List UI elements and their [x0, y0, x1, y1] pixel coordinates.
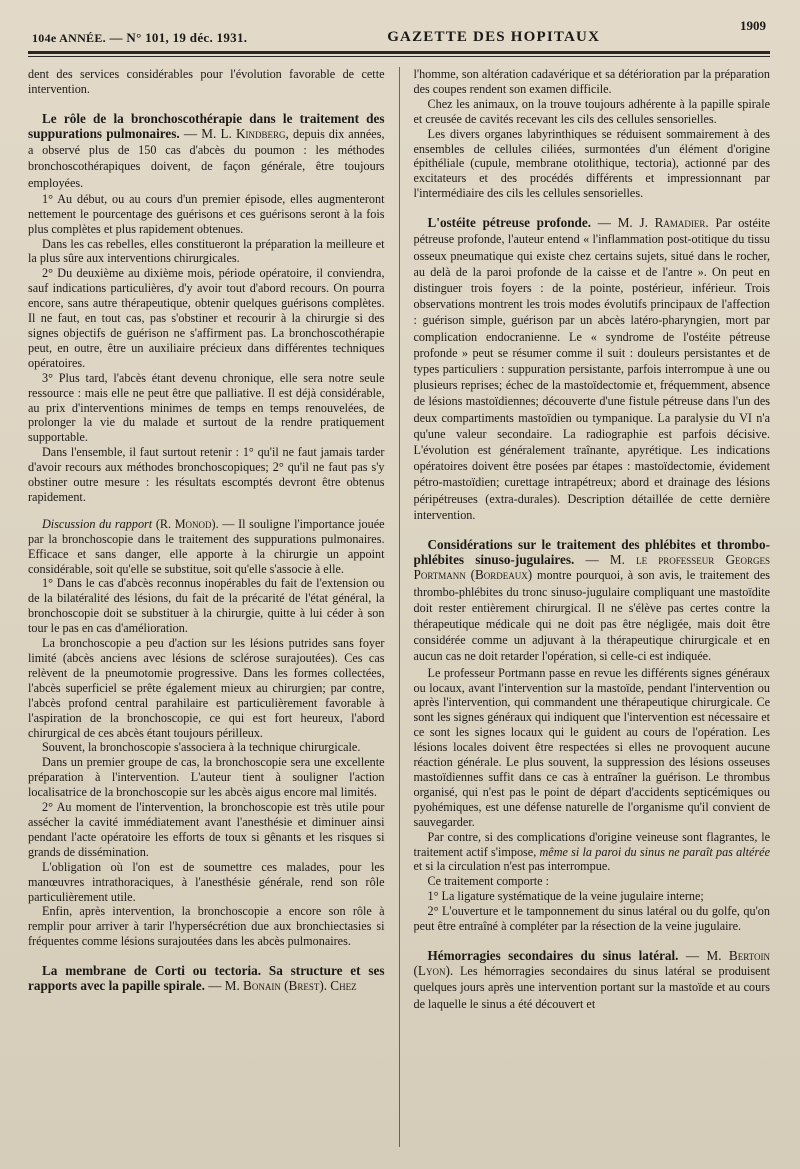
- paragraph: 2° L'ouverture et le tamponnement du sinus latéral ou du golfe, qu'on peut être entraîné à compléter par la résection de la veine jugulaire.: [413, 904, 770, 934]
- article-lead: Les hémorragies secondaires du sinus latéral se produisent quelques jours après une intervention portant sur la mastoïde et au cours de laquelle le sinus a été découvert et: [413, 964, 770, 1011]
- paragraph: 1° La ligature systématique de la veine jugulaire interne;: [427, 889, 704, 904]
- article-author: — M. Bonain (Brest). Chez: [208, 978, 357, 994]
- article-title: Le rôle de la bronchoscothérapie dans le traitement des suppurations pulmonaires.: [28, 110, 385, 142]
- header-issue-number: — N° 101, 19 déc. 1931.: [109, 30, 248, 45]
- left-column: [28, 67, 385, 1147]
- article-heading-osteite: [414, 215, 771, 523]
- article-author: — M. Bertoin (Lyon).: [413, 947, 770, 979]
- paragraph: Les divers organes labyrinthiques se réduisent sommairement à des ensembles de cellules ciliées, surmontées d'un élément d'origine épithéliale (cupule, membrane otolithique, tectoria), actionné par des excitateurs et des procédés différents et impressionnant par l'intermédiaire des cils les cellules sensorielles.: [413, 126, 770, 201]
- column-divider: [399, 67, 400, 1147]
- discussion-paragraph: [28, 517, 385, 577]
- paragraph: Dans les cas rebelles, elles constitueront la préparation la meilleure et la plus sûre aux interventions chirurgicales.: [28, 236, 385, 266]
- paragraph: L'obligation où l'on est de soumettre ces malades, pour les manœuvres intrathoraciques, à l'anesthésie générale, rend son rôle particulièrement utile.: [28, 859, 385, 904]
- discussion-label: Discussion du rapport: [42, 516, 153, 531]
- article-author: — M. J. Ramadier.: [597, 215, 709, 231]
- article-heading-bronchoscotherapie: [28, 111, 385, 191]
- article-author: — M. le professeur Georges Portmann (Bordeaux): [413, 552, 770, 583]
- discussion-body: — Il souligne l'importance jouée par la bronchoscopie dans le traitement des suppurations pulmonaires. Efficace et sans danger, elle apporte à la chirurgie un appoint considérable, soit qu'elle se substitue, soit qu'elle s'associe à elle.: [28, 516, 385, 576]
- article-title: La membrane de Corti ou tectoria. Sa structure et ses rapports avec la papille spirale.: [28, 963, 385, 994]
- paragraph: La bronchoscopie a peu d'action sur les lésions putrides sans foyer limité (abcès anciens avec lésions de sclérose surajoutées). Ces cas relèvent de la pneumotomie progressive. Dans les formes collectées, l'abcès superficiel se prête également mieux au chirurgien; par contre, l'abcès profond central parahilaire est particulièrement favorable à l'aspiration de la bronchoscopie, ce qui est fort heureux, l'abord chirurgical de ces abcès étant toujours périlleux.: [28, 636, 385, 740]
- paragraph: Le professeur Portmann passe en revue les différents signes généraux ou locaux, avant l'intervention sur la mastoïde, pendant l'intervention ou après l'intervention, qui commandent une thérapeutique chirurgicale. Ce sont les signes généraux qui indiquent que l'intervention est nécessaire et ce sont les signes locaux qui le guident au cours de l'opération. Les lésions locales doivent être respectées si elles ne provoquent aucune réaction générale. Le plus souvent, la suppression des lésions osseuses mastoïdiennes suffit dans ce cas à entraîner la guérison. Le thrombus organisé, qui n'est pas le point de départ d'accidents septicémiques ou pyohémiques, est une défense naturelle de l'organisme qu'il convient de sauvegarder.: [413, 665, 770, 829]
- paragraph: Dans l'ensemble, il faut surtout retenir : 1° qu'il ne faut jamais tarder d'avoir recours aux méthodes bronchoscopiques; 2° qu'il ne faut pas s'y obstiner outre mesure : les résultats escomptés devront être obtenus rapidement.: [28, 445, 385, 504]
- paragraph: 3° Plus tard, l'abcès étant devenu chronique, elle sera notre seule ressource : mais elle ne peut être que palliative. Il est déjà considérable, au prix d'interventions minimes de temps en temps renouvelées, de prolonger la vie du malade et surtout de la rendre pratiquement supportable.: [28, 370, 385, 445]
- paragraph: Enfin, après intervention, la bronchoscopie a encore son rôle à remplir pour arriver à tarir l'hypersécrétion due aux bronchiectasies si fréquentes comme lésions surajoutées dans les abcès pulmonaires.: [28, 904, 385, 949]
- paragraph: 2° Du deuxième au dixième mois, période opératoire, il conviendra, sauf indications particulières, d'y avoir tout d'abord recours. On pourra encore, sans autre thérapeutique, obtenir quelques guérisons complètes. Il ne faut, en tout cas, pas s'obstiner et recourir à la chirurgie si des signes objectifs de guérison ne s'affirment pas. La bronchoscothérapie peut, en outre, être un auxiliaire précieux dans différentes techniques opératoires.: [28, 266, 385, 370]
- paragraph: Chez les animaux, on la trouve toujours adhérente à la papille spirale et creusée de cavités recevant les cils des cellules sensorielles.: [413, 96, 770, 126]
- article-author: — M. L. Kindberg,: [183, 126, 289, 142]
- article-title: Considérations sur le traitement des phlébites et thrombo-phlébites sinuso-jugulaires.: [413, 537, 770, 568]
- page-header: [28, 12, 770, 46]
- page-number: 1909: [740, 18, 766, 33]
- discussion-author: (R. Monod).: [155, 516, 219, 531]
- article-lead: Par ostéite pétreuse profonde, l'auteur entend « l'inflammation post-otitique du tissu osseux pneumatique qui existe chez certains sujets, situé dans le rocher, au delà de la paroi profonde de la caisse et de l'antre ». On peut en distinguer trois foyers : de la pointe, postérieur, inférieur. Trois observations montrent les trois modes évolutifs principaux de l'affection : guérison simple, guérison par un abcès latéro-pharyngien, mort par complication endocranienne. Le « syndrome de l'ostéite pétreuse profonde » peut se résumer comme il suit : douleurs persistantes et de types particuliers : suppuration persistante, parfois interrompue à une ou plusieurs reprises; échec de la mastoïdectomie et, fréquemment, absence de lésions mastoïdiennes; découverte d'une fistule pétreuse dans l'un des deux compartiments mastoïdien ou tympanique. La paralysie du VI n'a qu'une valeur secondaire. La radiographie est parfois décisive. L'évolution est généralement traînante, apyrétique. Les indications opératoires doivent être posées par étapes : mastoïdectomie, évidement pétro-mastoïdien; curettage intrapétreux; abord et drainage des lésions péripétreuses (extra-durales). Description détaillée de cette dernière intervention.: [413, 216, 770, 522]
- paragraph: 2° Au moment de l'intervention, la bronchoscopie est très utile pour assécher la cavité immédiatement avant l'anesthésie et diminuer ainsi pendant l'acte opératoire les efforts de toux si gênants et les risques si grands de dissémination.: [28, 800, 385, 859]
- article-lead: depuis dix années, a observé plus de 150 cas d'abcès du poumon : les méthodes bronchoscothérapiques doivent, de façon générale, être toujours employées.: [28, 127, 385, 190]
- article-title: L'ostéite pétreuse profonde.: [427, 215, 592, 231]
- paragraph: dent des services considérables pour l'évolution favorable de cette intervention.: [28, 67, 385, 96]
- paragraph: Ce traitement comporte :: [427, 874, 549, 889]
- article-heading-phlebites: [414, 537, 771, 665]
- columns: [28, 67, 770, 1147]
- paragraph-text: et si la circulation n'est pas interrompue.: [413, 859, 611, 874]
- right-column: [414, 67, 771, 1147]
- paragraph: Dans un premier groupe de cas, la bronchoscopie sera une excellente préparation à l'intervention. L'auteur tient à souligner l'action localisatrice de la bronchoscopie sur les abcès aigus encore mal limités.: [28, 755, 385, 800]
- header-issue: [32, 30, 247, 46]
- paragraph: 1° Au début, ou au cours d'un premier épisode, elles augmenteront nettement le pourcentage des guérisons et ces guérisons seront à la fois plus complètes et plus rapidement obtenues.: [28, 191, 385, 236]
- article-lead: montre pourquoi, à son avis, le traitement des thrombo-phlébites du tronc sinuso-jugulaire compliquant une mastoïdite doit rester entièrement chirurgical. Il ne s'élève pas certes contre la thérapeutique médicale qui ne doit pas être négligée, mais doit être considérée comme un adjuvant à la thérapeutique chirurgicale et en aucun cas ne doit retarder l'opération, si celle-ci est indiquée.: [413, 568, 770, 664]
- article-heading-hemorragies: [414, 948, 771, 1012]
- journal-title: GAZETTE DES HOPITAUX: [387, 29, 601, 45]
- header-year: 104e ANNÉE.: [32, 31, 106, 45]
- header-rule-thin: [28, 56, 770, 57]
- paragraph: Souvent, la bronchoscopie s'associera à la technique chirurgicale.: [42, 740, 361, 755]
- paragraph-text: Par contre, si des complications d'origine veineuse sont flagrantes, le traitement actif s'impose,: [413, 829, 770, 859]
- paragraph: 1° Dans le cas d'abcès reconnus inopérables du fait de l'extension ou de la bilatéralité des lésions, du fait de la précarité de l'état général, la bronchoscopie doit se substituer à la chirurgie, quitte à lui céder à son tour le pas en cas d'amélioration.: [28, 576, 385, 636]
- paragraph-emphasis: même si la paroi du sinus ne paraît pas altérée: [539, 844, 770, 859]
- article-title: Hémorragies secondaires du sinus latéral.: [427, 947, 679, 963]
- header-rule-thick: [28, 51, 770, 54]
- article-heading-membrane-corti: [28, 963, 385, 993]
- paragraph: [414, 830, 771, 875]
- paragraph: l'homme, son altération cadavérique et sa détérioration par la préparation des coupes rendent son examen difficile.: [413, 67, 770, 96]
